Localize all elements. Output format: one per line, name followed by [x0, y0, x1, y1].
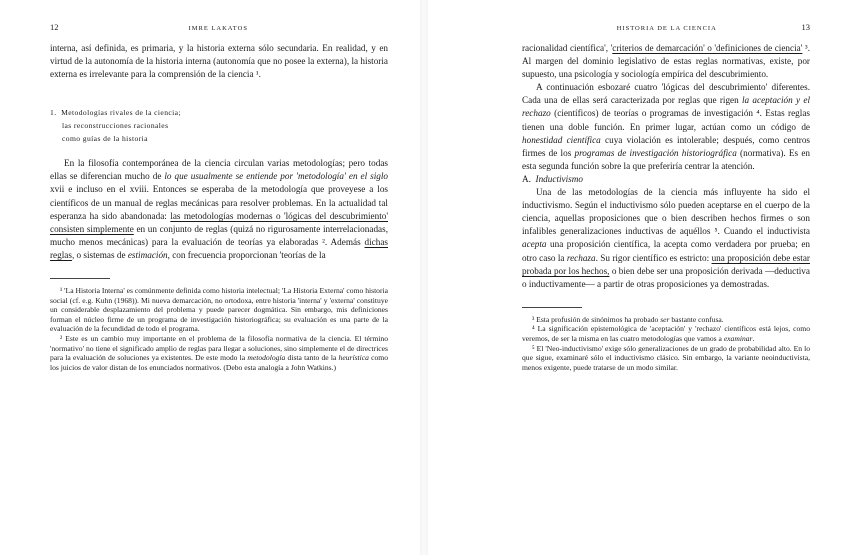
running-head: IMRE LAKATOS — [188, 25, 248, 32]
handwritten-underline: una proposición debe estar probada por los hechos, — [522, 252, 810, 276]
page-number: 12 — [50, 22, 59, 32]
subsection-letter: A. — [522, 173, 531, 184]
subsection-heading — [522, 173, 810, 186]
section-title-line: Metodologías rivales de la ciencia; — [61, 108, 181, 118]
left-body-text — [50, 42, 388, 262]
section-title-line: las reconstrucciones racionales — [62, 121, 169, 131]
right-page-header — [522, 22, 810, 32]
section-number: 1. — [50, 108, 57, 118]
running-head: HISTORIA DE LA CIENCIA — [616, 25, 717, 32]
section-title-line: como guías de la historia — [62, 134, 148, 144]
paragraph: interna, así definida, es primaria, y la historia externa sólo secundaria. En realidad, y en virtud de la autonomía de la historia interna (autonomía que no posee la externa), la historia externa es irrelevante para la comprensión de la ciencia ¹. — [50, 43, 388, 80]
subsection-title: Inductivismo — [535, 173, 583, 184]
footnote-rule — [50, 278, 110, 279]
right-page — [424, 0, 848, 555]
section-heading — [50, 106, 388, 145]
footnote: ⁵ El 'Neo-inductivismo' exige sólo generalizaciones de un grado de probabilidad alto. En lo que sigue, examinaré sólo el inductivismo clásico. Sin embargo, la variante neoinductivista, menos exigente, puede tratarse de un modo similar. — [522, 343, 810, 372]
footnote: ⁴ La significación epistemológica de 'aceptación' y 'rechazo' científicos está lejos, como veremos, de ser la misma en las cuatro metodologías que vamos a examinar. — [522, 324, 810, 343]
paragraph: En la filosofía contemporánea de la ciencia circulan varias metodologías; pero todas ellas se diferencian mucho de lo que usualmente se entiende por 'metodología' en el siglo xvii e incluso en el xviii. Entonces se esperaba de la metodología que proveyese a los científicos de un manual de reglas mecánicas para resolver problemas. En la actualidad tal esperanza ha sido abandonada: las metodologías modernas o 'lógicas del descubrimiento' consisten simplemente en un conjunto de reglas (quizá no rigurosamente interrelacionadas, mucho menos mecánicas) para la evaluación de teorías ya elaboradas ². Además dichas reglas, o sistemas de estimación, con frecuencia proporcionan 'teorías de la — [50, 158, 389, 260]
right-body-text — [522, 42, 810, 291]
paragraph: A continuación esbozaré cuatro 'lógicas del descubrimiento' diferentes. Cada una de ellas será caracterizada por reglas que rigen la aceptación y el rechazo (científicos) de teorías o programas de investigación ⁴. Estas reglas tienen una doble función. En primer lugar, actúan como un código de honestidad científica cuya violación es intolerable; después, como centros firmes de los programas de investigación historiográfica (normativa). Es en esta segunda función sobre la que preferiría centrar la atención. — [522, 82, 810, 171]
handwritten-underline: las metodologías modernas o 'lógicas del descubrimiento' consisten simplemente — [50, 210, 388, 234]
footnote: ³ Esta profusión de sinónimos ha probado ser bastante confusa. — [532, 314, 724, 324]
footnote: ² Este es un cambio muy importante en el problema de la filosofía normativa de la ciencia. El término 'normativo' no tiene el significado amplio de reglas para llegar a soluciones, sino simplemente el de directrices para la evaluación de soluciones ya existentes. De este modo la metodología dista tanto de la heurística como los juicios de valor distan de los enunciados normativos. (Debo esta analogía a John Watkins.) — [50, 334, 388, 372]
right-footnotes — [522, 315, 810, 373]
page-number: 13 — [801, 22, 810, 32]
paragraph: Una de las metodologías de la ciencia más influyente ha sido el inductivismo. Según el inductivismo sólo pueden aceptarse en el cuerpo de la ciencia, aquellas proposiciones que o bien describen hechos firmes o son infalibles generalizaciones inductivas de aquéllos ⁵. Cuando el inductivista acepta una proposición científica, la acepta como verdadera por prueba; en otro caso la rechaza. Su rigor científico es estricto: una proposición debe estar probada por los hechos, o bien debe ser una proposición derivada —deductiva o inductivamente— a partir de otras proposiciones ya demostradas. — [522, 187, 810, 289]
left-page-header — [50, 22, 388, 32]
footnote-rule — [522, 307, 582, 308]
handwritten-underline: criterios de demarcación' o 'definiciones de ciencia' — [612, 43, 803, 53]
handwritten-underline: dichas reglas — [50, 236, 388, 260]
left-footnotes — [50, 286, 388, 372]
footnote: ¹ 'La Historia Interna' es comúnmente definida como historia intelectual; 'La Historia Externa' como historia social (cf. e.g. Kuhn (1968)). Mi nueva demarcación, no ortodoxa, entre historia 'interna' y 'externa' constituye un considerable desplazamiento del problema y puede parecer dogmática. Sin embargo, mis definiciones forman el núcleo firme de un programa de investigación historiográfica; su evaluación es una parte de la evaluación de la fecundidad de todo el programa. — [50, 286, 388, 334]
paragraph: racionalidad científica', 'criterios de demarcación' o 'definiciones de ciencia' ³. Al margen del dominio legislativo de estas reglas normativas, existe, por supuesto, una psicología y sociología empírica del descubrimiento. — [522, 43, 810, 80]
